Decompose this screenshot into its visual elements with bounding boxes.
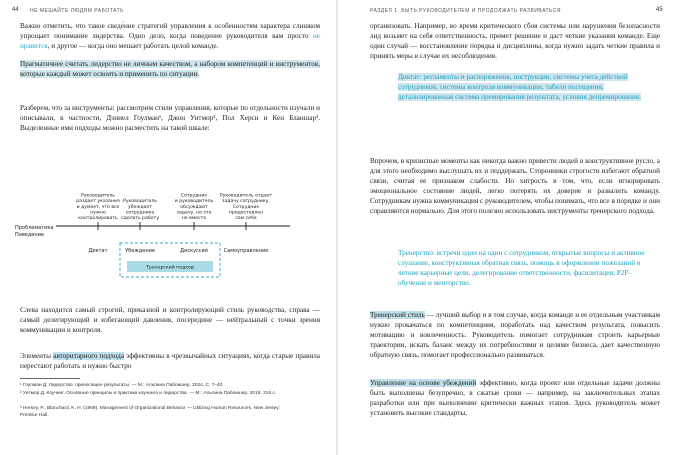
paragraph-text: эффективны в чрезвычайных ситуациях, когда старые правила перестают работать и нужно быстро — [20, 352, 320, 370]
paragraph — [370, 310, 660, 360]
paragraph-text: Важно отметить, что такое сведе́ние стратегий управления к особенностям характера слишком упрощает понимание лидерства. Одно дело, когда поведение руководителя вам просто — [20, 22, 320, 40]
paragraph-text: , и другое — когда оно мешает работать целой команде. — [47, 42, 219, 50]
footnote: ¹ Гоулман Д. Лидерство, приносящее результаты. — М.: Альпина Паблишер, 2024. С. 7–40. — [20, 383, 224, 388]
scale-description: Сотрудник и руководитель обсуждают задачу, но это не вместо — [174, 193, 214, 221]
left-page — [0, 0, 336, 455]
scale-style-label: Самоуправление — [223, 248, 269, 254]
scale-description: Руководитель убеждает сотрудника сделать работу — [121, 199, 159, 221]
highlighted-term: Управление на основе убеждений — [370, 379, 477, 387]
footnote: ³ Hersey, P., Blanchard, K. H. (1969). Management of Organizational Behavior — Utilizing Human Resources. New Jersey: Prentice Hall. — [20, 406, 281, 418]
callout-coaching: Тренерство: встречи один на один с сотрудником, открытые вопросы и активное слушание, конструктивная обратная связь, помощь в оформлении пожеланий в четкие карьерные цели, делегирование ответственности, фасилитация, P2P-обучение и менторство. — [398, 249, 645, 287]
paragraph-text: Элементы — [20, 352, 54, 360]
coaching-zone-label: Тренерский подход — [146, 265, 194, 271]
page-number: 45 — [656, 7, 663, 13]
paragraph: Разберем, что за инструменты: рассмотрим стили управления, которые по отдельности изучали и описывали, в частности, Дэниел Гоулман¹, Джон Уитмор², Пол Херси и Кен Бланшар³. Выделенные ими подходы можно расместить на такой шкале: — [20, 104, 320, 132]
leadership-scale-diagram — [0, 0, 336, 300]
paragraph: Слева находится самый строгий, приказной и контролирующий стиль руководства, справа — самый делегирующий и избегающий давления, посередине — нейтральный с точки зрения коммуникации и контроля. — [20, 306, 320, 334]
footnote: ² Уитмор Д. Коучинг. Основные принципы и практики коучинга и лидерства. — М.: Альпина Паблишер, 2018. 316 с. — [20, 391, 277, 396]
highlighted-term: авторитарного подхода — [53, 352, 125, 360]
right-page — [338, 0, 674, 455]
paragraph-text: — лучший выбор и в том случае, когда команде и ее отдельным участникам нужно прокачаться по компетенциям, поработать над качеством результата, повысить мотивацию и вовлеченность. Руководитель помогает сотрудникам строить карьерные траектории, искать баланс между их потребностями и целями бизнеса, дает качественную обратную связь, помогает профессионально развиваться. — [370, 311, 661, 359]
running-header: НЕ МЕШАЙТЕ ЛЮДЯМ РАБОТАТЬ — [30, 8, 124, 14]
axis-label-line: Проблематика — [15, 225, 54, 231]
callout-text: Диктат: регламенты и распоряжения, инструкции, системы учета действий сотрудников, системы контроля коммуникации, табели посещения, детализированная система премирования результата, условия депремирования. — [398, 73, 641, 101]
scale-style-label: Убеждение — [125, 248, 155, 254]
scale-description: Руководитель раздает указания и думает, что все нужно контролировать — [76, 193, 120, 221]
paragraph-text: эффективно, когда проект или отдельные задачи должны быть выполнены безупречно, в сжатые сроки — например, на заключительных этапах разработки или при выполнении критически важных этапов. Здесь руководитель может установить высокие стандарты, — [370, 379, 660, 417]
running-header: РАЗДЕЛ 1. БЫТЬ РУКОВОДИТЕЛЕМ И ПРОДОЛЖАТЬ РАЗВИВАТЬСЯ — [370, 8, 561, 14]
highlighted-text: Прагматичнее считать лидерство не личным качеством, а набором компетенций и инструментов, которые каждый может освоить и применить по ситуации. — [20, 60, 320, 78]
paragraph: Впрочем, в кризисные моменты как никогда важно привести людей в конструктивное русло, а для этого необходимо выслушать их и поддержать. Сторонники строгости избегают обратной связи, считая ее признаком слабости. Но хитрость в том, что, если игнорировать эмоциональное состояние людей, легко потерять их доверие и развалить команду. Сотрудникам нужна коммуникация с руководителем, чтобы понимать, что все в порядке и они справляются нормально. Для этого полезно использовать инструменты тренерского подхода. — [370, 157, 660, 215]
scale-style-label: Дискуссия — [180, 248, 208, 254]
paragraph — [370, 378, 660, 418]
paragraph — [20, 351, 320, 371]
scale-description: Руководитель отдает задачу сотруднику. Сотрудник предоставлен сам себе — [219, 193, 273, 221]
axis-label-line: Поведение — [15, 232, 44, 238]
callout-dictate — [398, 72, 658, 102]
page-number: 44 — [12, 7, 19, 13]
inline-link[interactable]: не нравится — [20, 32, 320, 50]
highlighted-term: Тренерский стиль — [370, 311, 425, 319]
paragraph: организовать. Например, во время критического сбоя системы или нарушения безопасности лид возьмет на себя ответственность, примет решение и даст четкие указания команде. Еще один случай — восстановление порядка и дисциплины, когда нужно задать четкие правила и принять меры в случае их несоблюдения. — [370, 22, 660, 60]
axis-label — [15, 225, 53, 238]
footnote-divider — [20, 378, 80, 379]
scale-style-label: Диктат — [88, 248, 108, 254]
